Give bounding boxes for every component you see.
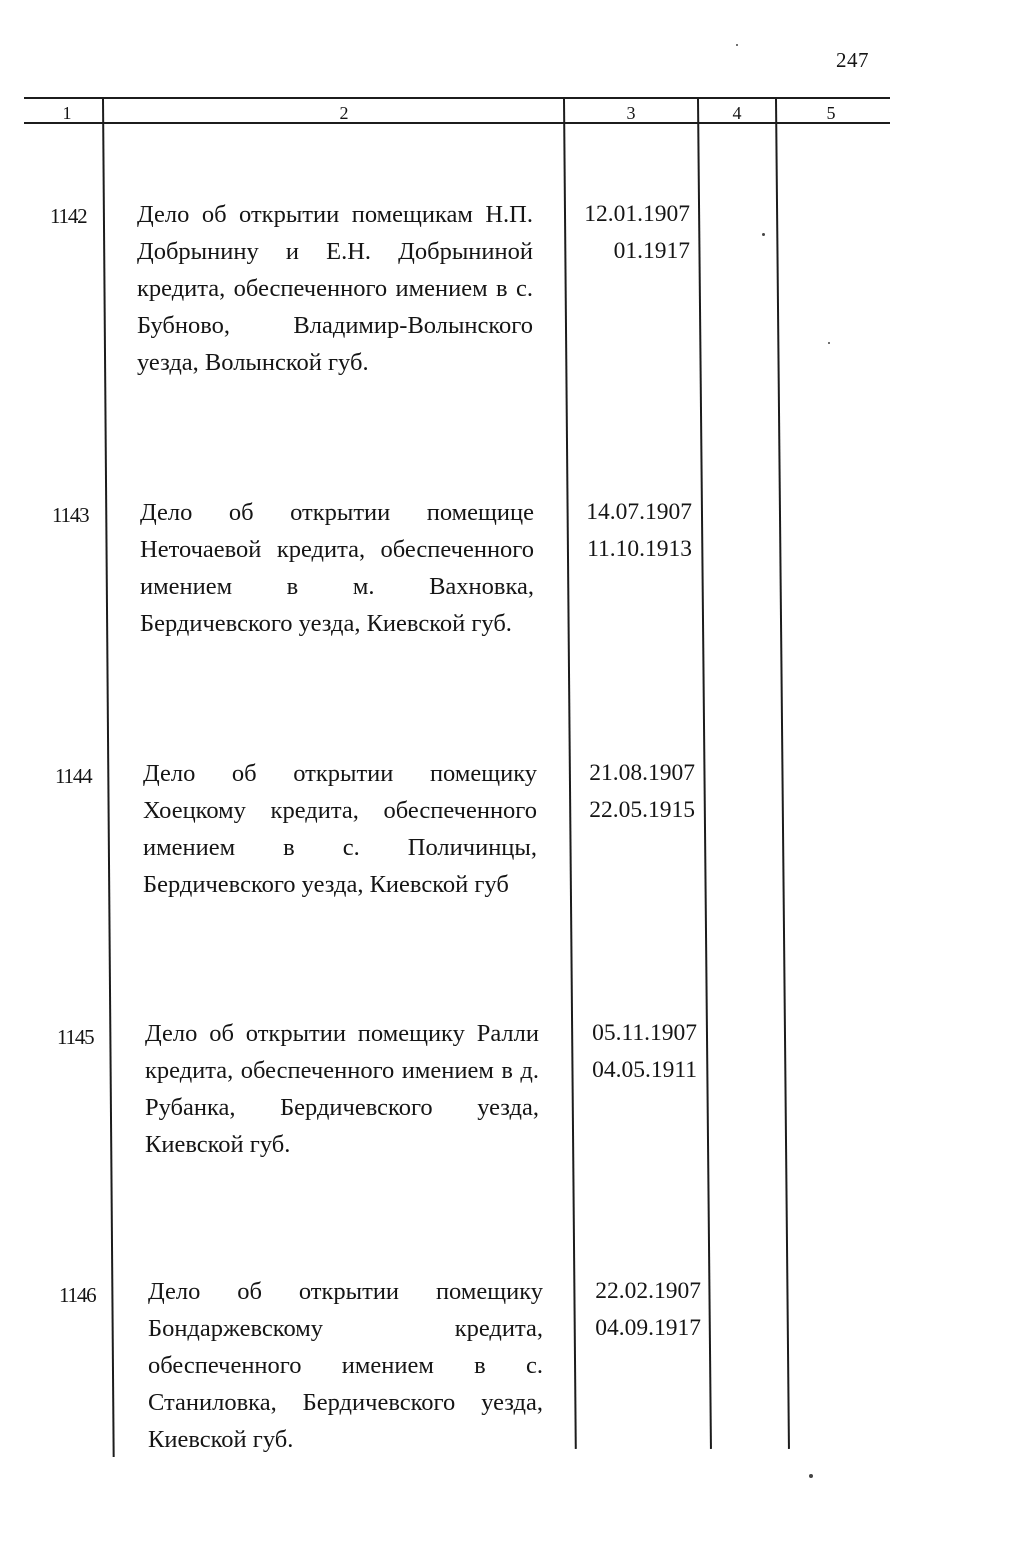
- date-end: 04.09.1917: [595, 1315, 701, 1341]
- date-end: 11.10.1913: [587, 536, 692, 562]
- record-description-text: Дело об открытии помещикам Н.П. Добрынину и Е.Н. Добрыниной кредита, обеспеченного имением в с. Бубново, Владимир-Волынского уезда, Волынской губ.: [137, 201, 533, 376]
- record-id: 1143: [52, 503, 89, 527]
- header-top-rule: [24, 97, 890, 99]
- record-description-text: Дело об открытии помещику Ралли кредита, обеспеченного имением в д. Рубанка, Бердичевского уезда, Киевской губ.: [145, 1020, 539, 1158]
- date-start: 22.02.1907: [595, 1278, 701, 1304]
- date-start: 12.01.1907: [584, 201, 690, 227]
- record-description-text: Дело об открытии помещице Неточаевой кредита, обеспеченного имением в м. Вахновка, Бердичевского уезда, Киевской губ.: [140, 499, 534, 637]
- record-id: 1144: [55, 764, 92, 788]
- record-description-text: Дело об открытии помещику Хоецкому кредита, обеспеченного имением в с. Поличинцы, Бердичевского уезда, Киевской губ: [143, 760, 537, 898]
- column-divider-3-4: [697, 99, 712, 1449]
- record-id: 1146: [59, 1283, 96, 1307]
- header-bottom-rule: [24, 122, 890, 124]
- record-id: 1145: [57, 1025, 94, 1049]
- record-description: [145, 1015, 539, 1163]
- record-id: 1142: [50, 204, 87, 228]
- column-number-3: 3: [626, 103, 636, 123]
- scan-speck: [809, 1474, 813, 1478]
- record-dates: [562, 196, 690, 270]
- date-start: 05.11.1907: [592, 1020, 697, 1046]
- record-description: [148, 1273, 543, 1458]
- record-dates: [573, 1273, 701, 1347]
- column-number-4: 4: [732, 103, 742, 123]
- date-start: 14.07.1907: [586, 499, 692, 525]
- date-end: 04.05.1911: [592, 1057, 697, 1083]
- record-dates: [567, 755, 695, 829]
- date-start: 21.08.1907: [589, 760, 695, 786]
- scan-speck: [736, 44, 738, 46]
- column-number-5: 5: [826, 103, 836, 123]
- column-number-1: 1: [62, 103, 72, 123]
- record-dates: [569, 1015, 697, 1089]
- record-description: [140, 494, 534, 642]
- record-description: [143, 755, 537, 903]
- page-number: 247: [836, 48, 869, 72]
- date-end: 22.05.1915: [589, 797, 695, 823]
- scan-speck: [828, 342, 830, 344]
- record-description: [137, 196, 533, 381]
- scan-speck: [762, 233, 765, 236]
- column-number-2: 2: [339, 103, 349, 123]
- record-dates: [564, 494, 692, 568]
- date-end: 01.1917: [613, 238, 690, 264]
- record-description-text: Дело об открытии помещику Бондаржевскому кредита, обеспеченного имением в с. Станиловка, Бердичевского уезда, Киевской губ.: [148, 1278, 543, 1453]
- column-divider-4-5: [775, 99, 790, 1449]
